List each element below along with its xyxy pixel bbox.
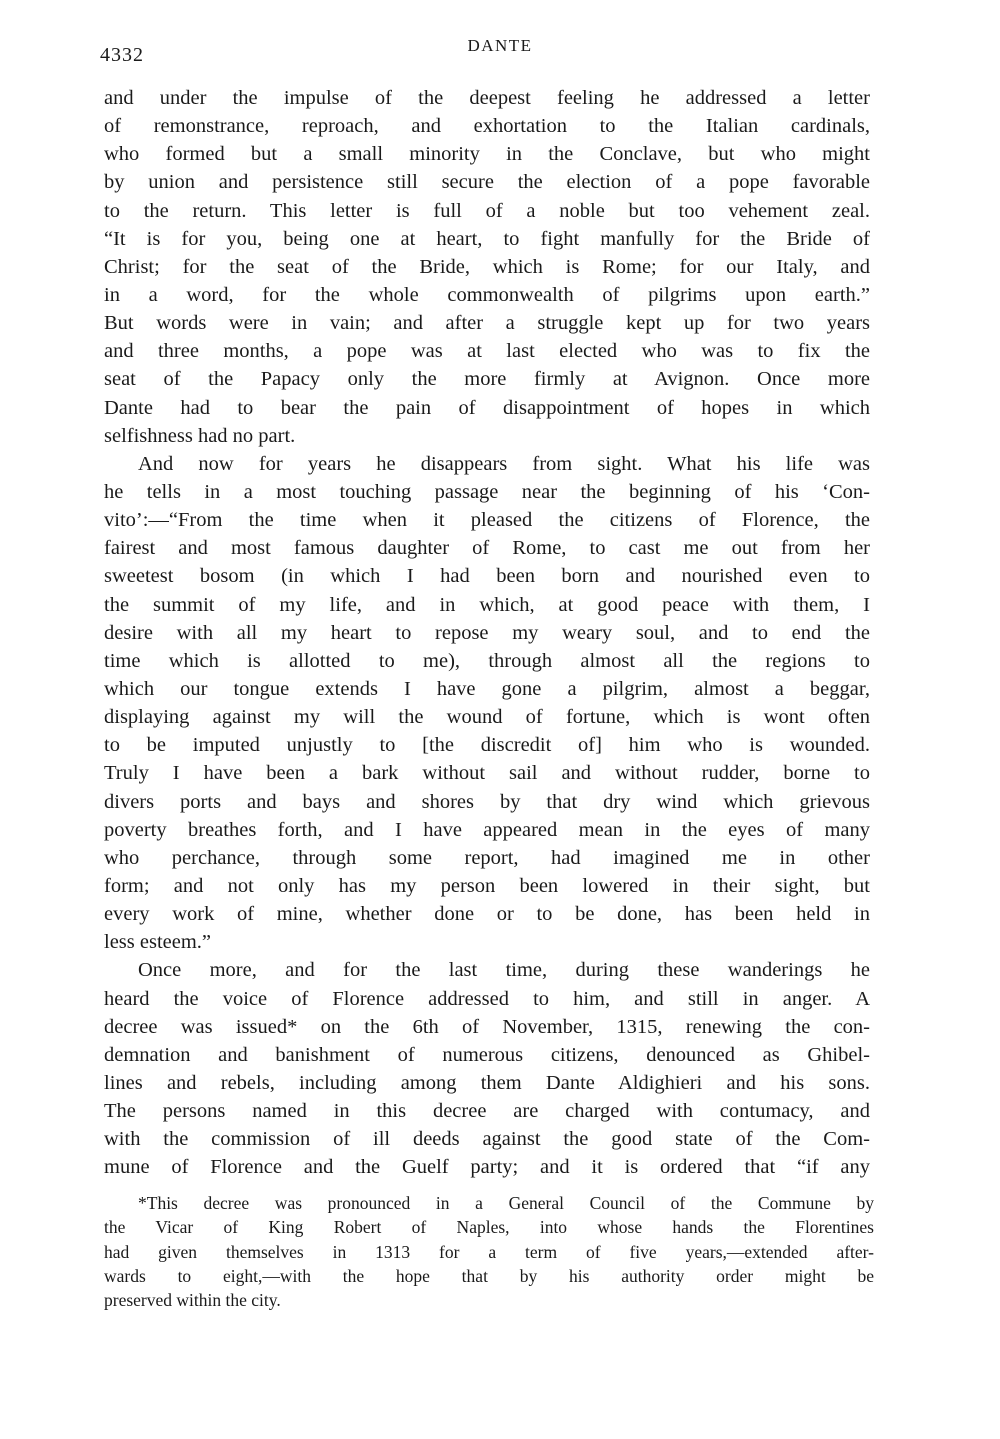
footnote — [104, 1191, 874, 1312]
text-line: decree was issued* on the 6th of November, 1315, renewing the con- — [104, 1015, 870, 1038]
text-line: and three months, a pope was at last elected who was to fix the — [104, 340, 870, 363]
text-line: displaying against my will the wound of fortune, which is wont often — [104, 706, 870, 729]
text-line: sweetest bosom (in which I had been born and nourished even to — [104, 565, 870, 588]
text-line: fairest and most famous daughter of Rome, to cast me out from her — [104, 537, 870, 560]
text-line: every work of mine, whether done or to be done, has been held in — [104, 903, 870, 926]
text-line: and under the impulse of the deepest feeling he addressed a letter — [104, 87, 870, 109]
footnote-line: had given themselves in 1313 for a term of five years,—extended after- — [104, 1241, 874, 1262]
body-text — [104, 84, 870, 1181]
text-line: seat of the Papacy only the more firmly at Avignon. Once more — [104, 368, 870, 391]
text-line: vito’:—“From the time when it pleased the citizens of Florence, the — [104, 509, 870, 532]
text-line: to be imputed unjustly to [the discredit of] him who is wounded. — [104, 734, 870, 757]
text-line: selfishness had no part. — [104, 424, 296, 447]
text-line: less esteem.” — [104, 931, 212, 954]
text-line: “It is for you, being one at heart, to fight manfully for the Bride of — [104, 227, 870, 250]
footnote-line: preserved within the city. — [104, 1290, 281, 1311]
text-line: who perchance, through some report, had imagined me in other — [104, 846, 870, 869]
text-line: heard the voice of Florence addressed to him, and still in anger. A — [104, 987, 870, 1010]
text-line: The persons named in this decree are charged with contumacy, and — [104, 1100, 870, 1123]
text-line: Christ; for the seat of the Bride, which is Rome; for our Italy, and — [104, 255, 870, 278]
page-number: 4332 — [100, 44, 144, 66]
text-line: Truly I have been a bark without sail and without rudder, borne to — [104, 762, 870, 785]
text-line: form; and not only has my person been lowered in their sight, but — [104, 874, 870, 897]
text-line: Once more, and for the last time, during these wanderings he — [138, 959, 870, 982]
footnote-line: the Vicar of King Robert of Naples, into whose hands the Florentines — [104, 1217, 874, 1238]
running-title: DANTE — [467, 36, 533, 55]
text-line: the summit of my life, and in which, at good peace with them, I — [104, 593, 870, 616]
text-line: he tells in a most touching passage near the beginning of his ‘Con- — [104, 480, 870, 503]
text-line: by union and persistence still secure the election of a pope favorable — [104, 171, 870, 194]
text-line: poverty breathes forth, and I have appeared mean in the eyes of many — [104, 818, 870, 841]
text-line: in a word, for the whole commonwealth of pilgrims upon earth.” — [104, 283, 870, 306]
footnote-line: *This decree was pronounced in a General Council of the Commune by — [138, 1193, 874, 1213]
text-line: time which is allotted to me), through almost all the regions to — [104, 649, 870, 672]
text-line: to the return. This letter is full of a noble but too vehement zeal. — [104, 199, 870, 222]
text-line: with the commission of ill deeds against the good state of the Com- — [104, 1128, 870, 1151]
text-line: demnation and banishment of numerous citizens, denounced as Ghibel- — [104, 1043, 870, 1066]
text-line: Dante had to bear the pain of disappointment of hopes in which — [104, 396, 870, 419]
text-line: who formed but a small minority in the Conclave, but who might — [104, 143, 870, 166]
text-line: But words were in vain; and after a struggle kept up for two years — [104, 312, 870, 335]
text-line: mune of Florence and the Guelf party; and it is ordered that “if any — [104, 1156, 870, 1179]
text-line: And now for years he disappears from sight. What his life was — [138, 452, 870, 475]
text-line: desire with all my heart to repose my weary soul, and to end the — [104, 621, 870, 644]
footnote-line: wards to eight,—with the hope that by his authority order might be — [104, 1265, 874, 1286]
text-line: lines and rebels, including among them Dante Aldighieri and his sons. — [104, 1071, 870, 1094]
text-line: of remonstrance, reproach, and exhortation to the Italian cardinals, — [104, 115, 870, 138]
text-line: which our tongue extends I have gone a pilgrim, almost a beggar, — [104, 677, 870, 700]
text-line: divers ports and bays and shores by that dry wind which grievous — [104, 790, 870, 813]
